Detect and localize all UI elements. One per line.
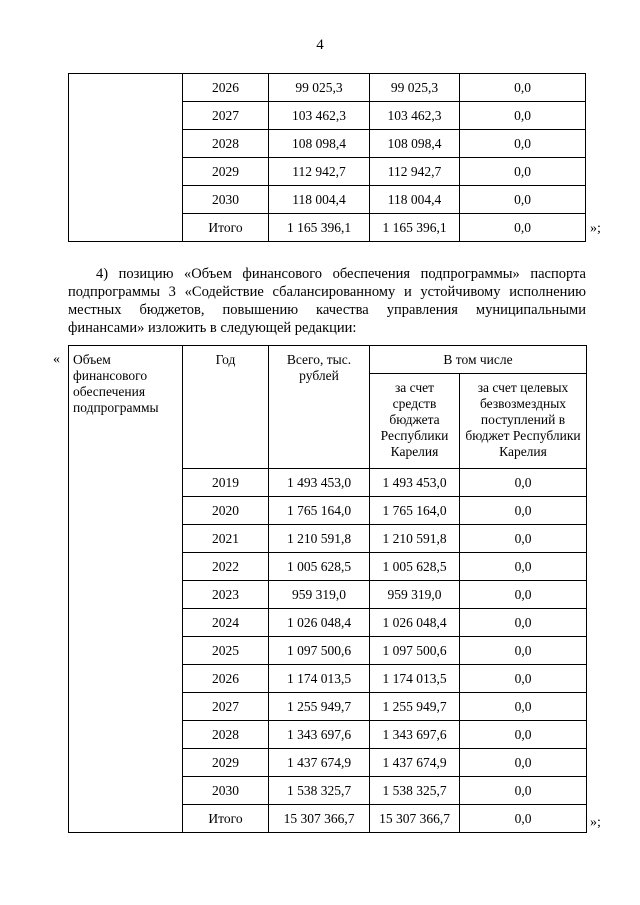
grants-cell: 0,0 xyxy=(460,525,587,553)
year-cell: Итого xyxy=(183,805,269,833)
grants-cell: 0,0 xyxy=(460,721,587,749)
budget-cell: 959 319,0 xyxy=(370,581,460,609)
grants-cell: 0,0 xyxy=(460,805,587,833)
paragraph-line-3: местных бюджетов, повышению качества управления муниципальными xyxy=(68,302,586,318)
closing-quote-2: »; xyxy=(590,815,601,830)
grants-cell: 0,0 xyxy=(460,609,587,637)
year-cell: Итого xyxy=(183,214,269,242)
budget-cell: 108 098,4 xyxy=(370,130,460,158)
total-cell: 959 319,0 xyxy=(269,581,370,609)
year-cell: 2022 xyxy=(183,553,269,581)
grants-cell: 0,0 xyxy=(460,777,587,805)
grants-cell: 0,0 xyxy=(460,469,587,497)
budget-cell: 1 174 013,5 xyxy=(370,665,460,693)
including-header: В том числе xyxy=(370,346,587,374)
total-cell: 108 098,4 xyxy=(269,130,370,158)
grants-cell: 0,0 xyxy=(460,158,586,186)
budget-cell: 1 765 164,0 xyxy=(370,497,460,525)
total-cell: 1 765 164,0 xyxy=(269,497,370,525)
total-cell: 1 493 453,0 xyxy=(269,469,370,497)
budget-cell: 1 097 500,6 xyxy=(370,637,460,665)
total-cell: 1 343 697,6 xyxy=(269,721,370,749)
budget-cell: 15 307 366,7 xyxy=(370,805,460,833)
paragraph-line-2: подпрограммы 3 «Содействие сбалансированному и устойчивому исполнению xyxy=(68,284,586,300)
year-cell: 2029 xyxy=(183,749,269,777)
grants-cell: 0,0 xyxy=(460,74,586,102)
total-cell: 1 097 500,6 xyxy=(269,637,370,665)
budget-cell: 1 493 453,0 xyxy=(370,469,460,497)
year-cell: 2026 xyxy=(183,665,269,693)
grants-cell: 0,0 xyxy=(460,749,587,777)
total-cell: 1 174 013,5 xyxy=(269,665,370,693)
total-header: Всего, тыс. рублей xyxy=(269,346,370,469)
total-cell: 1 026 048,4 xyxy=(269,609,370,637)
year-cell: 2023 xyxy=(183,581,269,609)
grants-cell: 0,0 xyxy=(460,214,586,242)
grants-cell: 0,0 xyxy=(460,637,587,665)
year-cell: 2028 xyxy=(183,721,269,749)
year-cell: 2019 xyxy=(183,469,269,497)
total-cell: 1 255 949,7 xyxy=(269,693,370,721)
budget-header: за счет средств бюджета Республики Карелия xyxy=(370,374,460,469)
year-cell: 2030 xyxy=(183,777,269,805)
budget-cell: 1 538 325,7 xyxy=(370,777,460,805)
subprogram-funding-label: Объем финансового обеспечения подпрограммы xyxy=(69,346,183,833)
amendment-paragraph xyxy=(68,265,586,337)
year-cell: 2027 xyxy=(183,693,269,721)
year-cell: 2030 xyxy=(183,186,269,214)
budget-cell: 1 255 949,7 xyxy=(370,693,460,721)
page-number: 4 xyxy=(316,37,324,53)
total-cell: 1 210 591,8 xyxy=(269,525,370,553)
total-cell: 99 025,3 xyxy=(269,74,370,102)
budget-cell: 1 026 048,4 xyxy=(370,609,460,637)
year-cell: 2020 xyxy=(183,497,269,525)
year-cell: 2028 xyxy=(183,130,269,158)
label-cell-empty xyxy=(69,74,183,242)
funding-table-continuation xyxy=(68,73,586,242)
grants-cell: 0,0 xyxy=(460,665,587,693)
budget-cell: 1 343 697,6 xyxy=(370,721,460,749)
grants-cell: 0,0 xyxy=(460,130,586,158)
grants-cell: 0,0 xyxy=(460,186,586,214)
opening-quote: « xyxy=(53,352,60,367)
year-header: Год xyxy=(183,346,269,469)
total-cell: 112 942,7 xyxy=(269,158,370,186)
budget-cell: 1 165 396,1 xyxy=(370,214,460,242)
budget-cell: 1 437 674,9 xyxy=(370,749,460,777)
funding-table xyxy=(68,345,587,833)
year-cell: 2024 xyxy=(183,609,269,637)
grants-cell: 0,0 xyxy=(460,693,587,721)
paragraph-line-4: финансами» изложить в следующей редакции: xyxy=(68,320,357,336)
total-cell: 1 165 396,1 xyxy=(269,214,370,242)
total-cell: 1 538 325,7 xyxy=(269,777,370,805)
grants-cell: 0,0 xyxy=(460,497,587,525)
budget-cell: 112 942,7 xyxy=(370,158,460,186)
grants-cell: 0,0 xyxy=(460,102,586,130)
total-cell: 118 004,4 xyxy=(269,186,370,214)
budget-cell: 1 005 628,5 xyxy=(370,553,460,581)
table-row xyxy=(69,74,586,102)
total-cell: 103 462,3 xyxy=(269,102,370,130)
budget-cell: 99 025,3 xyxy=(370,74,460,102)
grants-cell: 0,0 xyxy=(460,581,587,609)
total-cell: 1 005 628,5 xyxy=(269,553,370,581)
year-cell: 2025 xyxy=(183,637,269,665)
paragraph-line-1: 4) позицию «Объем финансового обеспечения подпрограммы» паспорта xyxy=(96,266,586,282)
closing-quote-1: »; xyxy=(590,221,601,236)
budget-cell: 1 210 591,8 xyxy=(370,525,460,553)
grants-header: за счет целевых безвозмездных поступлений в бюджет Республики Карелия xyxy=(460,374,587,469)
year-cell: 2021 xyxy=(183,525,269,553)
total-cell: 1 437 674,9 xyxy=(269,749,370,777)
grants-cell: 0,0 xyxy=(460,553,587,581)
year-cell: 2027 xyxy=(183,102,269,130)
budget-cell: 103 462,3 xyxy=(370,102,460,130)
total-cell: 15 307 366,7 xyxy=(269,805,370,833)
year-cell: 2029 xyxy=(183,158,269,186)
budget-cell: 118 004,4 xyxy=(370,186,460,214)
year-cell: 2026 xyxy=(183,74,269,102)
